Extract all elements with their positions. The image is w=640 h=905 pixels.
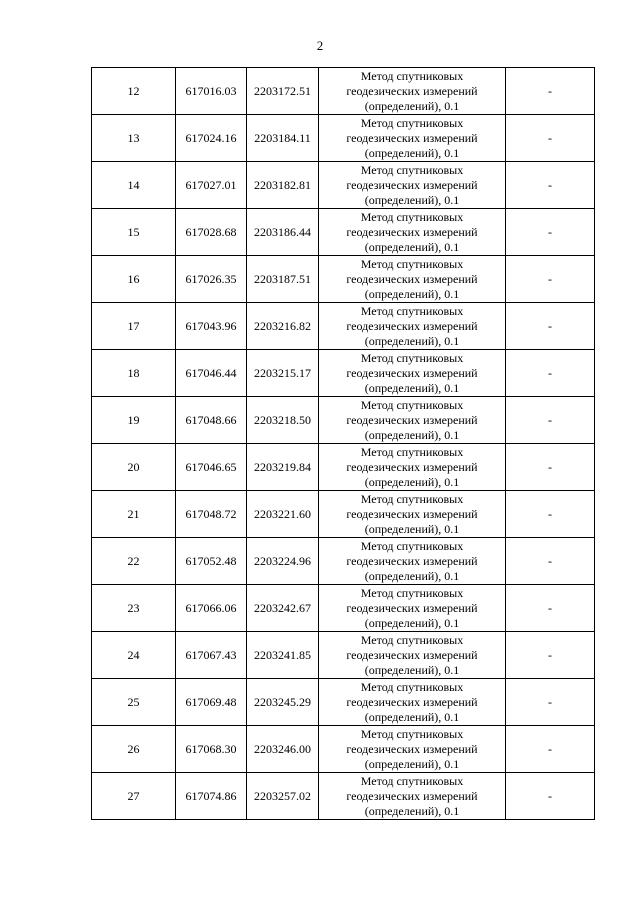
y-coordinate-cell: 2203172.51 xyxy=(247,68,319,115)
y-coordinate-cell: 2203215.17 xyxy=(247,350,319,397)
y-coordinate-cell: 2203224.96 xyxy=(247,538,319,585)
table-row xyxy=(92,209,595,256)
description-cell: - xyxy=(506,444,595,491)
method-cell: Метод спутниковых геодезических измерений (определений), 0.1 xyxy=(319,397,506,444)
x-coordinate-cell: 617048.72 xyxy=(176,491,247,538)
x-coordinate-cell: 617069.48 xyxy=(176,679,247,726)
x-coordinate-cell: 617066.06 xyxy=(176,585,247,632)
description-cell: - xyxy=(506,726,595,773)
x-coordinate-cell: 617026.35 xyxy=(176,256,247,303)
table-row xyxy=(92,679,595,726)
point-number-cell: 12 xyxy=(92,68,176,115)
description-cell: - xyxy=(506,538,595,585)
method-cell: Метод спутниковых геодезических измерений (определений), 0.1 xyxy=(319,115,506,162)
table-row xyxy=(92,726,595,773)
point-number-cell: 14 xyxy=(92,162,176,209)
y-coordinate-cell: 2203241.85 xyxy=(247,632,319,679)
table-row xyxy=(92,585,595,632)
method-cell: Метод спутниковых геодезических измерений (определений), 0.1 xyxy=(319,632,506,679)
description-cell: - xyxy=(506,68,595,115)
point-number-cell: 20 xyxy=(92,444,176,491)
table-row xyxy=(92,538,595,585)
description-cell: - xyxy=(506,773,595,820)
table-row xyxy=(92,256,595,303)
y-coordinate-cell: 2203184.11 xyxy=(247,115,319,162)
x-coordinate-cell: 617067.43 xyxy=(176,632,247,679)
coordinates-table xyxy=(91,67,595,820)
x-coordinate-cell: 617046.44 xyxy=(176,350,247,397)
y-coordinate-cell: 2203242.67 xyxy=(247,585,319,632)
description-cell: - xyxy=(506,115,595,162)
method-cell: Метод спутниковых геодезических измерений (определений), 0.1 xyxy=(319,68,506,115)
page-number: 2 xyxy=(316,38,324,53)
method-cell: Метод спутниковых геодезических измерений (определений), 0.1 xyxy=(319,256,506,303)
table-row xyxy=(92,162,595,209)
point-number-cell: 15 xyxy=(92,209,176,256)
table-row xyxy=(92,397,595,444)
y-coordinate-cell: 2203257.02 xyxy=(247,773,319,820)
table-row xyxy=(92,632,595,679)
description-cell: - xyxy=(506,162,595,209)
method-cell: Метод спутниковых геодезических измерений (определений), 0.1 xyxy=(319,350,506,397)
point-number-cell: 25 xyxy=(92,679,176,726)
description-cell: - xyxy=(506,679,595,726)
point-number-cell: 18 xyxy=(92,350,176,397)
method-cell: Метод спутниковых геодезических измерений (определений), 0.1 xyxy=(319,585,506,632)
description-cell: - xyxy=(506,303,595,350)
method-cell: Метод спутниковых геодезических измерений (определений), 0.1 xyxy=(319,538,506,585)
method-cell: Метод спутниковых геодезических измерений (определений), 0.1 xyxy=(319,773,506,820)
point-number-cell: 23 xyxy=(92,585,176,632)
coordinates-table-body xyxy=(92,68,595,820)
point-number-cell: 13 xyxy=(92,115,176,162)
x-coordinate-cell: 617046.65 xyxy=(176,444,247,491)
method-cell: Метод спутниковых геодезических измерений (определений), 0.1 xyxy=(319,491,506,538)
y-coordinate-cell: 2203219.84 xyxy=(247,444,319,491)
x-coordinate-cell: 617028.68 xyxy=(176,209,247,256)
x-coordinate-cell: 617024.16 xyxy=(176,115,247,162)
x-coordinate-cell: 617016.03 xyxy=(176,68,247,115)
point-number-cell: 24 xyxy=(92,632,176,679)
y-coordinate-cell: 2203182.81 xyxy=(247,162,319,209)
method-cell: Метод спутниковых геодезических измерений (определений), 0.1 xyxy=(319,209,506,256)
description-cell: - xyxy=(506,585,595,632)
point-number-cell: 21 xyxy=(92,491,176,538)
x-coordinate-cell: 617048.66 xyxy=(176,397,247,444)
method-cell: Метод спутниковых геодезических измерений (определений), 0.1 xyxy=(319,679,506,726)
point-number-cell: 17 xyxy=(92,303,176,350)
method-cell: Метод спутниковых геодезических измерений (определений), 0.1 xyxy=(319,726,506,773)
table-row xyxy=(92,773,595,820)
y-coordinate-cell: 2203245.29 xyxy=(247,679,319,726)
table-row xyxy=(92,444,595,491)
method-cell: Метод спутниковых геодезических измерений (определений), 0.1 xyxy=(319,162,506,209)
method-cell: Метод спутниковых геодезических измерений (определений), 0.1 xyxy=(319,303,506,350)
y-coordinate-cell: 2203186.44 xyxy=(247,209,319,256)
description-cell: - xyxy=(506,209,595,256)
point-number-cell: 22 xyxy=(92,538,176,585)
table-row xyxy=(92,115,595,162)
point-number-cell: 19 xyxy=(92,397,176,444)
point-number-cell: 16 xyxy=(92,256,176,303)
y-coordinate-cell: 2203221.60 xyxy=(247,491,319,538)
table-row xyxy=(92,491,595,538)
y-coordinate-cell: 2203187.51 xyxy=(247,256,319,303)
table-row xyxy=(92,68,595,115)
table-row xyxy=(92,303,595,350)
description-cell: - xyxy=(506,256,595,303)
description-cell: - xyxy=(506,350,595,397)
y-coordinate-cell: 2203246.00 xyxy=(247,726,319,773)
y-coordinate-cell: 2203218.50 xyxy=(247,397,319,444)
x-coordinate-cell: 617043.96 xyxy=(176,303,247,350)
x-coordinate-cell: 617068.30 xyxy=(176,726,247,773)
description-cell: - xyxy=(506,397,595,444)
table-row xyxy=(92,350,595,397)
point-number-cell: 27 xyxy=(92,773,176,820)
x-coordinate-cell: 617027.01 xyxy=(176,162,247,209)
description-cell: - xyxy=(506,632,595,679)
method-cell: Метод спутниковых геодезических измерений (определений), 0.1 xyxy=(319,444,506,491)
point-number-cell: 26 xyxy=(92,726,176,773)
description-cell: - xyxy=(506,491,595,538)
y-coordinate-cell: 2203216.82 xyxy=(247,303,319,350)
x-coordinate-cell: 617052.48 xyxy=(176,538,247,585)
x-coordinate-cell: 617074.86 xyxy=(176,773,247,820)
